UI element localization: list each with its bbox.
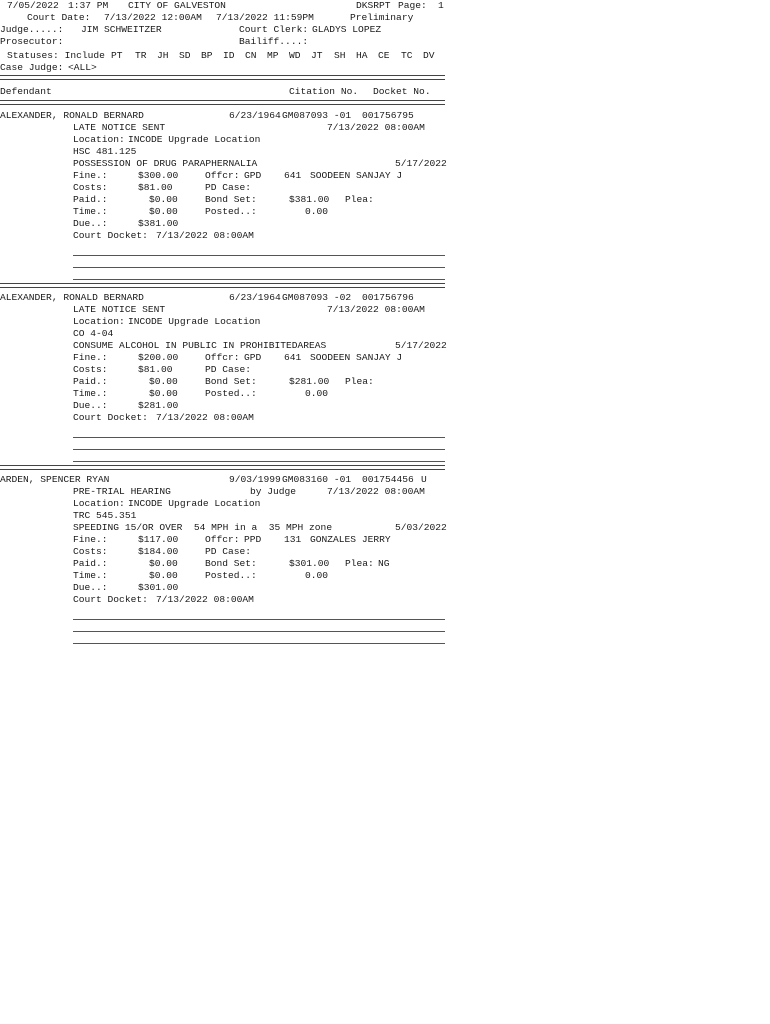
officer-label: Offcr: (205, 534, 240, 545)
time-value: $0.00 (149, 570, 178, 581)
location-label: Location: (73, 316, 125, 327)
paid-label: Paid.: (73, 376, 108, 387)
hearing-datetime: 7/13/2022 08:00AM (327, 122, 425, 133)
offense-description: POSSESSION OF DRUG PARAPHERNALIA (73, 158, 258, 169)
citation-number: GM083160 -01 (282, 474, 352, 485)
print-date: 7/05/2022 (7, 0, 59, 11)
officer-label: Offcr: (205, 352, 240, 363)
status-code: ID (223, 50, 235, 61)
defendant-name: ALEXANDER, RONALD BERNARD (0, 110, 144, 121)
citation-number: GM087093 -02 (282, 292, 352, 303)
page-number: 1 (438, 0, 444, 11)
court-docket-label: Court Docket: (73, 412, 148, 423)
column-defendant: Defendant (0, 86, 52, 97)
page-label: Page: (398, 0, 427, 11)
court-date-from: 7/13/2022 12:00AM (104, 12, 202, 23)
status-code: TR (135, 50, 147, 61)
status-code: DV (423, 50, 435, 61)
fine-label: Fine.: (73, 534, 108, 545)
plea-label: Plea: (345, 558, 374, 569)
officer-agency: PPD (244, 534, 262, 545)
note-line (73, 279, 445, 280)
costs-value: $184.00 (138, 546, 179, 557)
hearing-datetime: 7/13/2022 08:00AM (327, 486, 425, 497)
offense-description: CONSUME ALCOHOL IN PUBLIC IN PROHIBITEDAREAS (73, 340, 327, 351)
due-value: $381.00 (138, 218, 179, 229)
time-value: $0.00 (149, 206, 178, 217)
statuses-label: Statuses: Include (7, 50, 105, 61)
posted-value: 0.00 (305, 388, 329, 399)
paid-label: Paid.: (73, 558, 108, 569)
offense-date: 5/17/2022 (395, 340, 447, 351)
status-code: WD (289, 50, 301, 61)
plea-value: NG (378, 558, 390, 569)
officer-agency: GPD (244, 170, 262, 181)
clerk-label: Court Clerk: (239, 24, 309, 35)
case-separator (0, 283, 445, 288)
posted-label: Posted..: (205, 388, 257, 399)
defendant-name: ARDEN, SPENCER RYAN (0, 474, 110, 485)
officer-name: GONZALES JERRY (310, 534, 391, 545)
case-status: LATE NOTICE SENT (73, 122, 166, 133)
paid-value: $0.00 (149, 376, 178, 387)
case-flag: U (421, 474, 427, 485)
court-docket-label: Court Docket: (73, 594, 148, 605)
prosecutor-label: Prosecutor: (0, 36, 64, 47)
fine-value: $300.00 (138, 170, 179, 181)
bond-set-value: $381.00 (289, 194, 330, 205)
paid-value: $0.00 (149, 558, 178, 569)
status-code: CN (245, 50, 257, 61)
fine-value: $117.00 (138, 534, 179, 545)
fine-label: Fine.: (73, 352, 108, 363)
location-label: Location: (73, 134, 125, 145)
docket-number: 001756796 (362, 292, 414, 303)
costs-label: Costs: (73, 364, 108, 375)
court-docket-value: 7/13/2022 08:00AM (156, 230, 254, 241)
plea-label: Plea: (345, 376, 374, 387)
offense-description: SPEEDING 15/OR OVER 54 MPH in a 35 MPH zone (73, 522, 333, 533)
note-line (73, 255, 445, 256)
bond-set-label: Bond Set: (205, 376, 257, 387)
pd-case-label: PD Case: (205, 546, 252, 557)
note-line (73, 449, 445, 450)
officer-badge: 641 (284, 352, 302, 363)
statute-code: CO 4-04 (73, 328, 114, 339)
status-code: CE (378, 50, 390, 61)
plea-label: Plea: (345, 194, 374, 205)
case-status: PRE-TRIAL HEARING (73, 486, 171, 497)
defendant-dob: 9/03/1999 (229, 474, 281, 485)
location-value: INCODE Upgrade Location (128, 498, 261, 509)
statute-code: TRC 545.351 (73, 510, 137, 521)
time-label: Time.: (73, 570, 108, 581)
location-label: Location: (73, 498, 125, 509)
status-code: MP (267, 50, 279, 61)
case-status-extra: by Judge (250, 486, 297, 497)
status-code: BP (201, 50, 213, 61)
print-time: 1:37 PM (68, 0, 109, 11)
paid-label: Paid.: (73, 194, 108, 205)
due-value: $301.00 (138, 582, 179, 593)
officer-name: SOODEEN SANJAY J (310, 352, 403, 363)
officer-badge: 131 (284, 534, 302, 545)
time-value: $0.00 (149, 388, 178, 399)
posted-value: 0.00 (305, 206, 329, 217)
column-docket: Docket No. (373, 86, 431, 97)
court-docket-value: 7/13/2022 08:00AM (156, 594, 254, 605)
columns-separator (0, 100, 445, 105)
officer-name: SOODEEN SANJAY J (310, 170, 403, 181)
due-label: Due..: (73, 218, 108, 229)
status-code: PT (111, 50, 123, 61)
note-line (73, 437, 445, 438)
status-code: SD (179, 50, 191, 61)
case-judge-value: <ALL> (68, 62, 97, 73)
paid-value: $0.00 (149, 194, 178, 205)
judge-label: Judge.....: (0, 24, 64, 35)
fine-value: $200.00 (138, 352, 179, 363)
status-code: JT (311, 50, 323, 61)
bond-set-value: $281.00 (289, 376, 330, 387)
column-citation: Citation No. (289, 86, 359, 97)
defendant-name: ALEXANDER, RONALD BERNARD (0, 292, 144, 303)
fine-label: Fine.: (73, 170, 108, 181)
due-label: Due..: (73, 400, 108, 411)
note-line (73, 461, 445, 462)
posted-label: Posted..: (205, 570, 257, 581)
costs-value: $81.00 (138, 364, 173, 375)
case-separator (0, 465, 445, 470)
offense-date: 5/03/2022 (395, 522, 447, 533)
note-line (73, 619, 445, 620)
status-code: SH (334, 50, 346, 61)
due-label: Due..: (73, 582, 108, 593)
officer-label: Offcr: (205, 170, 240, 181)
citation-number: GM087093 -01 (282, 110, 352, 121)
time-label: Time.: (73, 206, 108, 217)
pd-case-label: PD Case: (205, 364, 252, 375)
header-separator (0, 75, 445, 80)
offense-date: 5/17/2022 (395, 158, 447, 169)
status-code: HA (356, 50, 368, 61)
officer-agency: GPD (244, 352, 262, 363)
note-line (73, 643, 445, 644)
case-judge-label: Case Judge: (0, 62, 64, 73)
note-line (73, 631, 445, 632)
status-code: JH (157, 50, 169, 61)
time-label: Time.: (73, 388, 108, 399)
docket-type: Preliminary (350, 12, 414, 23)
bailiff-label: Bailiff....: (239, 36, 309, 47)
court-docket-value: 7/13/2022 08:00AM (156, 412, 254, 423)
bond-set-label: Bond Set: (205, 194, 257, 205)
officer-badge: 641 (284, 170, 302, 181)
judge-name: JIM SCHWEITZER (81, 24, 162, 35)
bond-set-label: Bond Set: (205, 558, 257, 569)
due-value: $281.00 (138, 400, 179, 411)
costs-value: $81.00 (138, 182, 173, 193)
court-docket-label: Court Docket: (73, 230, 148, 241)
location-value: INCODE Upgrade Location (128, 134, 261, 145)
clerk-name: GLADYS LOPEZ (312, 24, 382, 35)
pd-case-label: PD Case: (205, 182, 252, 193)
bond-set-value: $301.00 (289, 558, 330, 569)
costs-label: Costs: (73, 182, 108, 193)
hearing-datetime: 7/13/2022 08:00AM (327, 304, 425, 315)
defendant-dob: 6/23/1964 (229, 110, 281, 121)
location-value: INCODE Upgrade Location (128, 316, 261, 327)
costs-label: Costs: (73, 546, 108, 557)
case-status: LATE NOTICE SENT (73, 304, 166, 315)
court-date-to: 7/13/2022 11:59PM (216, 12, 314, 23)
court-date-label: Court Date: (27, 12, 91, 23)
docket-number: 001756795 (362, 110, 414, 121)
city-name: CITY OF GALVESTON (128, 0, 226, 11)
docket-number: 001754456 (362, 474, 414, 485)
posted-value: 0.00 (305, 570, 329, 581)
status-code: TC (401, 50, 413, 61)
report-id: DKSRPT (356, 0, 391, 11)
posted-label: Posted..: (205, 206, 257, 217)
note-line (73, 267, 445, 268)
defendant-dob: 6/23/1964 (229, 292, 281, 303)
statute-code: HSC 481.125 (73, 146, 137, 157)
